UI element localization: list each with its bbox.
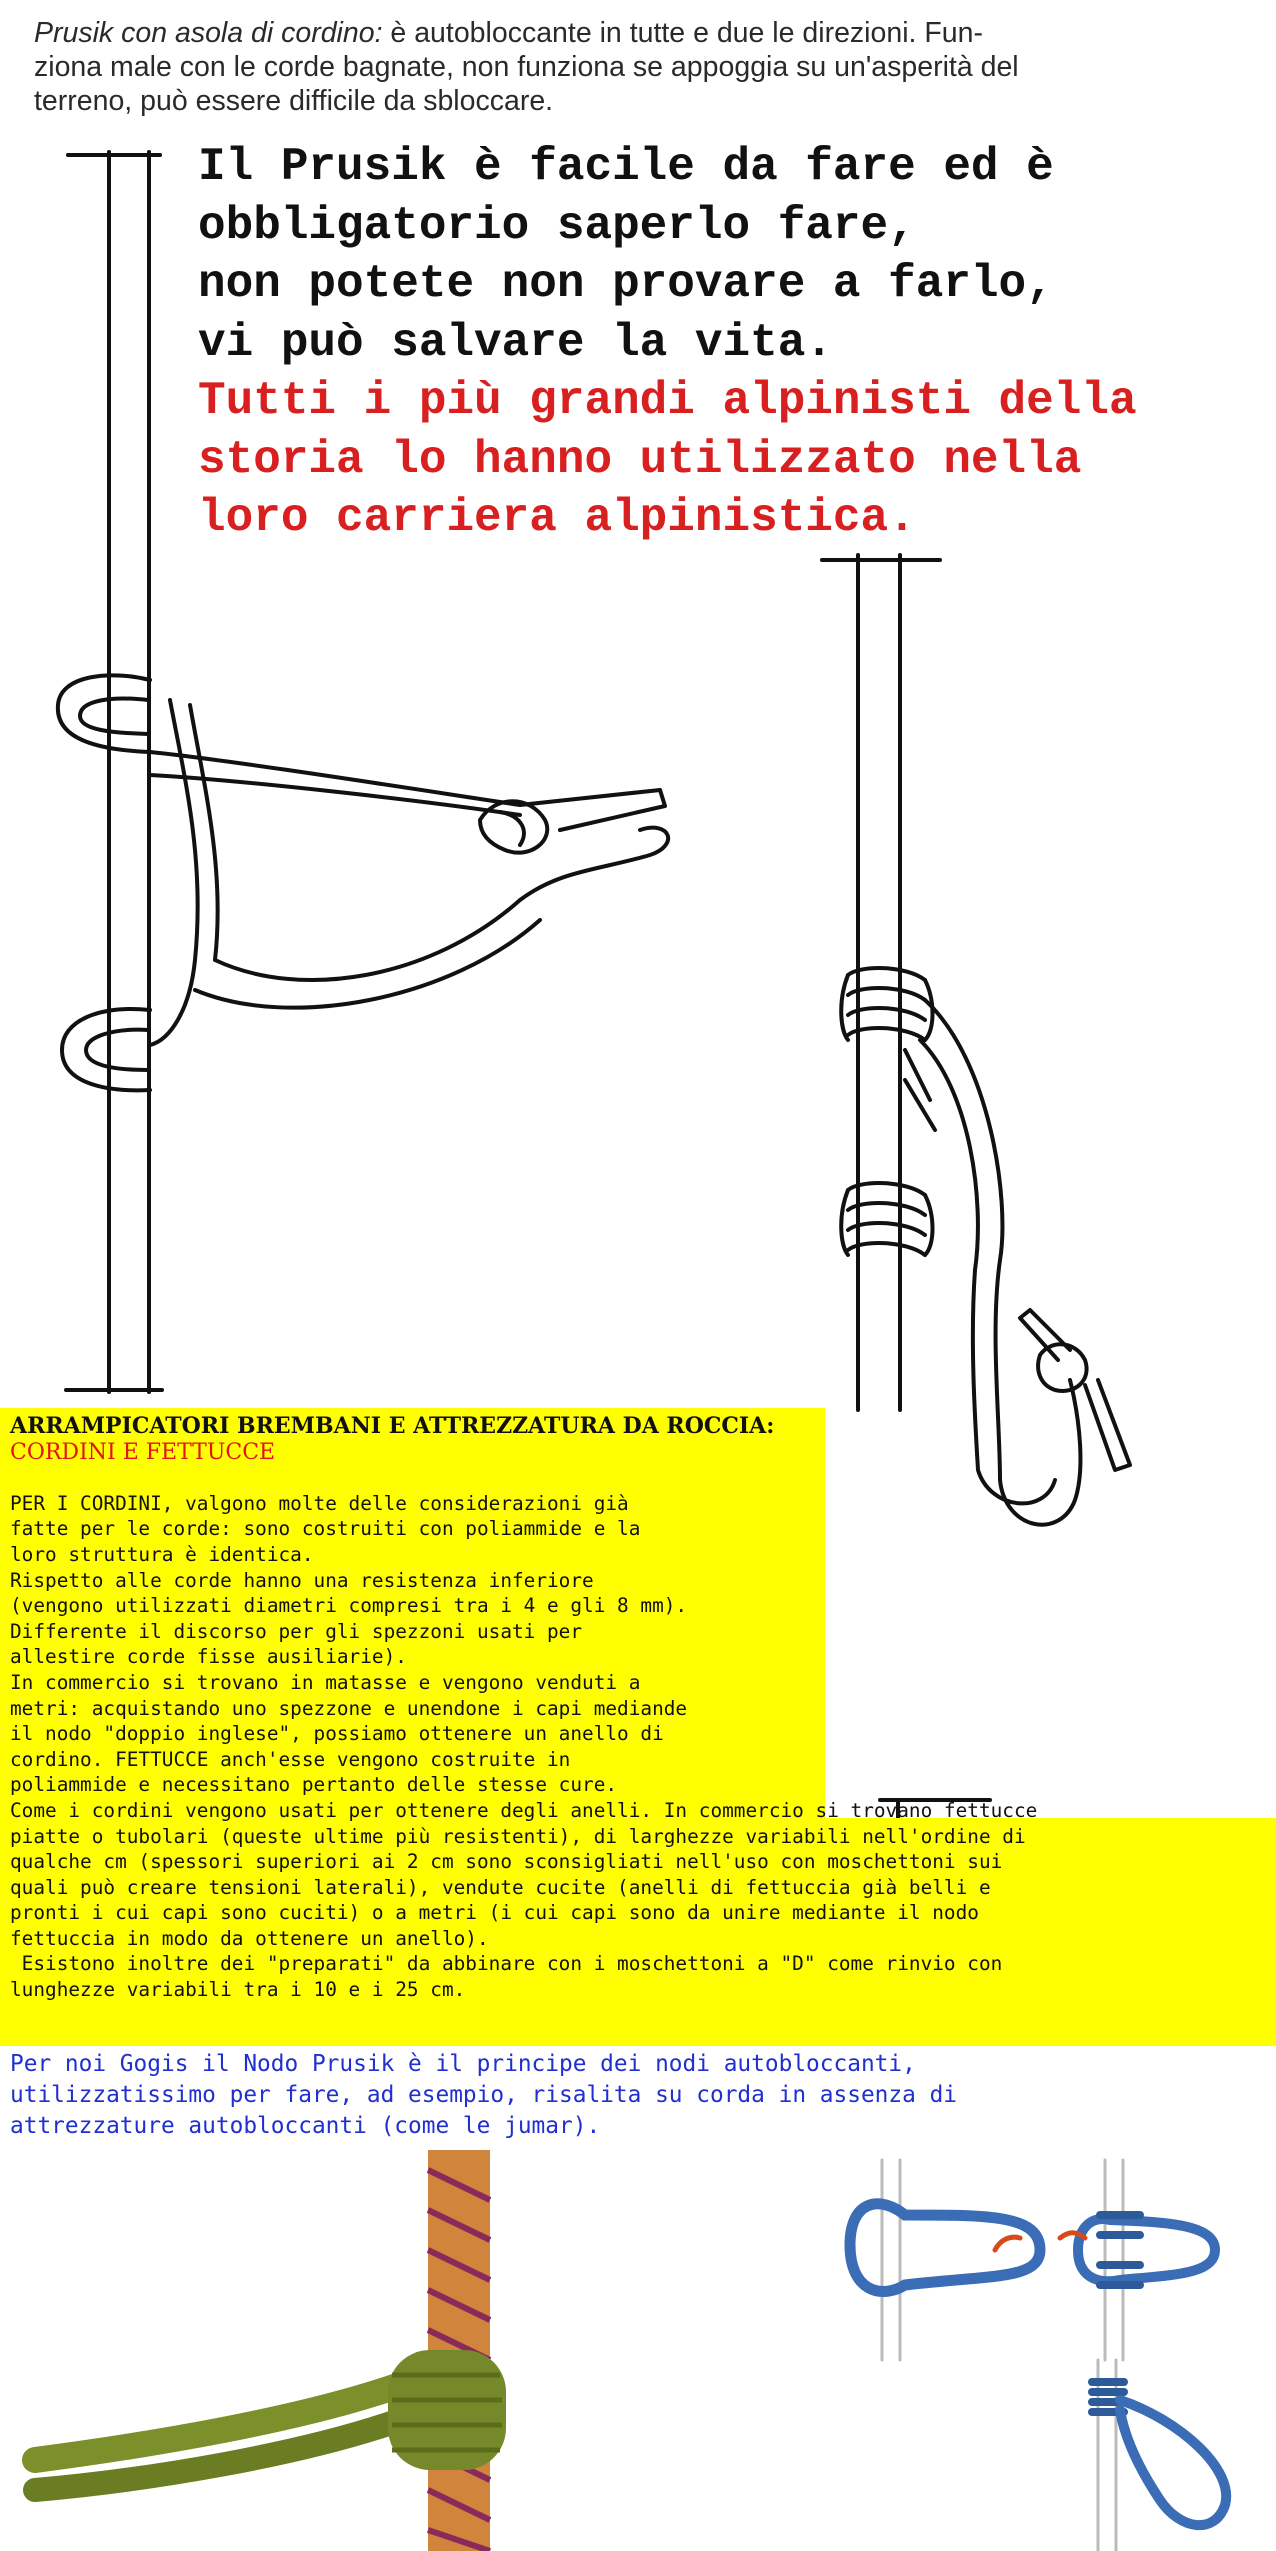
article-line: qualche cm (spessori superiori ai 2 cm sono sconsigliati nell'uso con moschettoni sui	[10, 1850, 1003, 1874]
article-text	[10, 1414, 1272, 2003]
caption-line-1: è autobloccante in tutte e due le direzioni. Fun-	[382, 17, 983, 49]
blue-note-line: utilizzatissimo per fare, ad esempio, risalita su corda in assenza di	[10, 2082, 958, 2108]
headline-line-3: non potete non provare a farlo,	[198, 258, 1054, 310]
article-line: piatte o tubolari (queste ultime più resistenti), di larghezze variabili nell'ordine di	[10, 1824, 1026, 1848]
article-line: lunghezze variabili tra i 10 e i 25 cm.	[10, 1978, 466, 2002]
article-line: allestire corde fisse ausiliarie).	[10, 1645, 407, 1669]
loop-top-strand	[150, 752, 660, 805]
step1-sling	[850, 2204, 1040, 2292]
wrap-lower-inner	[86, 1030, 148, 1070]
article-line: metri: acquistando uno spezzone e unendone i capi mediande	[10, 1696, 688, 1720]
blue-note-line: attrezzature autobloccanti (come le jumar).	[10, 2113, 601, 2139]
article-line: fettuccia in modo da ottenere un anello).	[10, 1926, 489, 1950]
right-knot	[1038, 1344, 1086, 1391]
strand-cross	[905, 1050, 935, 1130]
article-spacer	[10, 1465, 1272, 1491]
article-line: PER I CORDINI, valgono molte delle considerazioni già	[10, 1491, 629, 1515]
knot-body	[480, 801, 547, 852]
caption-line-3: terreno, può essere difficile da sbloccare.	[34, 85, 554, 117]
headline-red-line-2: storia lo hanno utilizzato nella	[198, 433, 1082, 486]
step1-arrow	[995, 2237, 1020, 2250]
sling-steps	[850, 2160, 1226, 2551]
blue-note-line: Per noi Gogis il Nodo Prusik è il principe dei nodi autobloccanti,	[10, 2051, 916, 2077]
article-line: quali può creare tensioni laterali), vendute cucite (anelli di fettuccia già belli e	[10, 1875, 991, 1899]
article-line: loro struttura è identica.	[10, 1542, 314, 1566]
article-line: Come i cordini vengono usati per ottenere degli anelli. In commercio si trovano fettucce	[10, 1798, 1038, 1822]
article-subtitle: CORDINI E FETTUCCE	[10, 1439, 276, 1465]
headline-line-2: obbligatorio saperlo fare,	[198, 199, 916, 252]
article-line: fatte per le corde: sono costruiti con poliammide e la	[10, 1517, 641, 1541]
loop-bottom-strand-2	[195, 920, 540, 1008]
caption-line-2: ziona male con le corde bagnate, non funziona se appoggia su un'asperità del	[34, 51, 1019, 83]
article-line: In commercio si trovano in matasse e vengono venduti a	[10, 1670, 641, 1694]
step2-sling	[1078, 2219, 1215, 2281]
article-title: ARRAMPICATORI BREMBANI E ATTREZZATURA DA ROCCIA:	[10, 1413, 775, 1439]
green-prusik-photo	[35, 2150, 506, 2551]
step2-arrow	[1060, 2233, 1085, 2238]
loop-bottom-strand	[215, 828, 668, 980]
article-line: Differente il discorso per gli spezzoni usati per	[10, 1619, 583, 1643]
blue-note	[10, 2049, 1272, 2142]
headline	[198, 138, 1273, 548]
tail-upper	[1020, 1310, 1070, 1360]
headline-line-4: vi può salvare la vita.	[198, 316, 833, 369]
article-line: (vengono utilizzati diametri compresi tra i 4 e gli 8 mm).	[10, 1594, 688, 1618]
step3-sling	[1120, 2400, 1226, 2525]
article-line: Rispetto alle corde hanno una resistenza inferiore	[10, 1568, 594, 1592]
headline-red-line-3: loro carriera alpinistica.	[198, 492, 916, 544]
wrap-upper-outer	[58, 675, 150, 752]
article-line: Esistono inoltre dei "preparati" da abbinare con i moschettoni a "D" come rinvio con	[10, 1952, 1003, 1976]
headline-red-line-1: Tutti i più grandi alpinisti della	[198, 375, 1137, 427]
wrap-upper-inner	[80, 699, 148, 734]
caption-lead: Prusik con asola di cordino:	[34, 17, 383, 49]
headline-line-1: Il Prusik è facile da fare ed è	[198, 141, 1054, 193]
wrap-lower-outer	[62, 1009, 150, 1090]
article-line: il nodo "doppio inglese", possiamo ottenere un anello di	[10, 1722, 664, 1746]
article-line: pronti i cui capi sono cuciti) o a metri (i cui capi sono da unire mediante il nodo	[10, 1901, 979, 1925]
article-line: cordino. FETTUCCE anch'esse vengono costruite in	[10, 1747, 571, 1771]
article-line: poliammide e necessitano pertanto delle stesse cure.	[10, 1773, 618, 1797]
